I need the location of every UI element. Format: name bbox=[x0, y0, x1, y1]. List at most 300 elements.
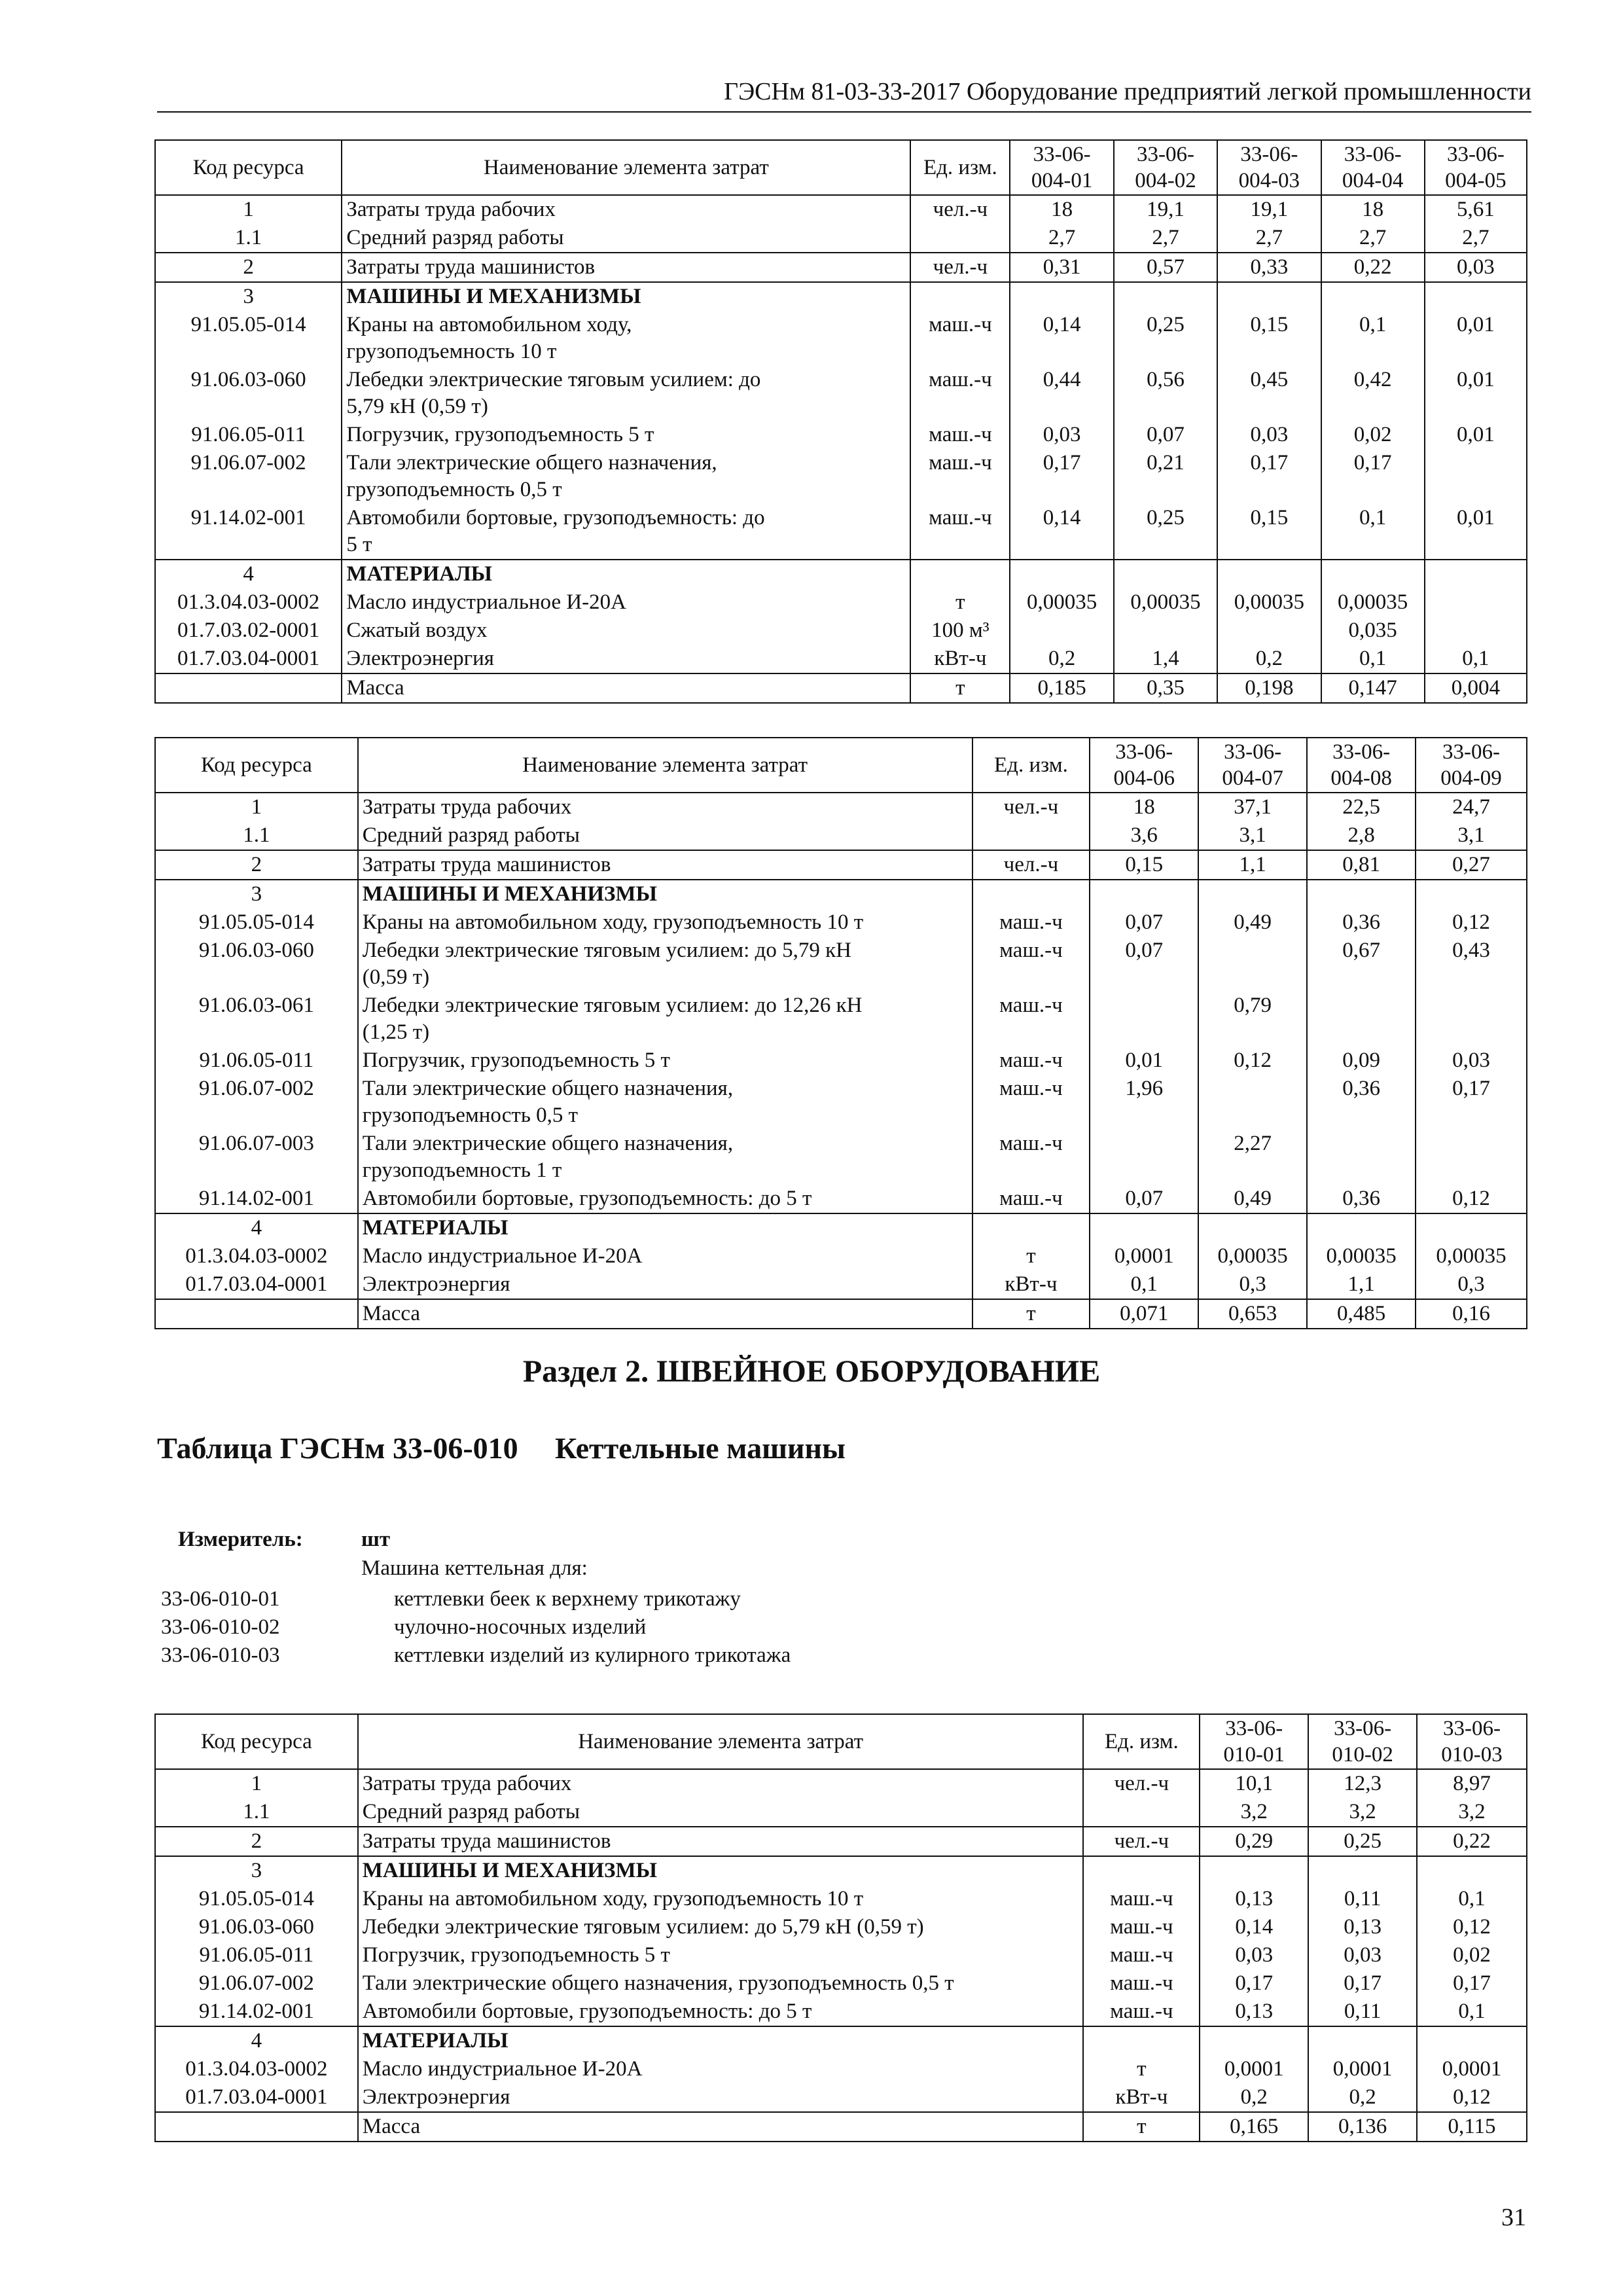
cost-item-line: МАТЕРИАЛЫ bbox=[346, 562, 493, 586]
norm-value: 10,1 bbox=[1200, 1769, 1308, 1798]
unit-of-measure bbox=[972, 1213, 1090, 1242]
cost-item-line: Средний разряд работы bbox=[362, 1800, 580, 1823]
resource-code: 91.14.02-001 bbox=[155, 1998, 358, 2026]
norm-value: 0,0001 bbox=[1417, 2055, 1527, 2083]
cost-item-name bbox=[358, 908, 972, 937]
norm-value: 0,22 bbox=[1417, 1827, 1527, 1856]
norm-value: 22,5 bbox=[1307, 793, 1416, 821]
norm-value bbox=[1198, 937, 1307, 992]
norm-value bbox=[1307, 880, 1416, 908]
table-row bbox=[155, 1827, 1527, 1856]
norm-code-suffix: 010-03 bbox=[1441, 1743, 1503, 1767]
norm-value: 12,3 bbox=[1308, 1769, 1417, 1798]
unit-of-measure: маш.-ч bbox=[910, 449, 1010, 504]
unit-of-measure: т bbox=[910, 673, 1010, 703]
resource-code: 3 bbox=[155, 880, 358, 908]
page-header: ГЭСНм 81-03-33-2017 Оборудование предприятий легкой промышленности bbox=[157, 77, 1531, 113]
variant-text: чулочно-носочных изделий bbox=[394, 1615, 647, 1639]
unit-of-measure: маш.-ч bbox=[1083, 1913, 1200, 1941]
norm-code-header bbox=[1307, 738, 1416, 793]
resource-table-010 bbox=[154, 1713, 1527, 2142]
norm-value: 0,17 bbox=[1416, 1075, 1527, 1130]
norm-value: 0,13 bbox=[1308, 1913, 1417, 1941]
cost-item-line: Средний разряд работы bbox=[346, 226, 564, 249]
unit-of-measure: маш.-ч bbox=[910, 504, 1010, 560]
unit-of-measure: маш.-ч bbox=[1083, 1969, 1200, 1998]
cost-item-name bbox=[358, 1047, 972, 1075]
norm-value bbox=[1010, 560, 1113, 588]
norm-value: 0,07 bbox=[1090, 908, 1198, 937]
measure-unit: шт bbox=[361, 1528, 391, 1551]
norm-code-prefix: 33-06- bbox=[1334, 1717, 1392, 1740]
table-row bbox=[155, 1185, 1527, 1213]
unit-header: Ед. изм. bbox=[1083, 1714, 1200, 1769]
norm-code-header bbox=[1417, 1714, 1527, 1769]
norm-value: 0,15 bbox=[1217, 311, 1321, 366]
variant-text: кеттлевки изделий из кулирного трикотажа bbox=[394, 1643, 791, 1667]
norm-value: 0,09 bbox=[1307, 1047, 1416, 1075]
norm-value bbox=[1114, 282, 1217, 311]
norm-value: 0,49 bbox=[1198, 1185, 1307, 1213]
norm-value: 0,00035 bbox=[1114, 588, 1217, 617]
norm-value: 0,42 bbox=[1321, 366, 1425, 421]
cost-item-name bbox=[358, 1998, 1084, 2026]
table-row bbox=[155, 2112, 1527, 2142]
resource-code: 91.06.07-002 bbox=[155, 449, 342, 504]
variant-row bbox=[161, 1613, 791, 1641]
table-title: Таблица ГЭСНм 33-06-010 bbox=[157, 1431, 518, 1465]
cost-item-line: Масса bbox=[346, 676, 404, 700]
norm-value bbox=[1200, 2026, 1308, 2055]
cost-item-line: Электроэнергия bbox=[346, 647, 494, 670]
norm-code-suffix: 004-08 bbox=[1330, 766, 1392, 790]
norm-value: 0,3 bbox=[1416, 1270, 1527, 1299]
cost-item-line: Тали электрические общего назначения, bbox=[362, 1077, 734, 1100]
norm-value: 0,2 bbox=[1200, 2083, 1308, 2112]
cost-item-name bbox=[358, 821, 972, 850]
norm-value: 0,25 bbox=[1114, 504, 1217, 560]
cost-item-name bbox=[358, 1130, 972, 1185]
norm-value bbox=[1090, 992, 1198, 1047]
cost-item-name bbox=[358, 1885, 1084, 1913]
page-number: 31 bbox=[1501, 2204, 1526, 2231]
norm-code-header bbox=[1198, 738, 1307, 793]
table-row bbox=[155, 2055, 1527, 2083]
norm-value: 0,35 bbox=[1114, 673, 1217, 703]
code-header: Код ресурса bbox=[155, 140, 342, 195]
cost-item-name bbox=[342, 195, 910, 224]
norm-value: 0,29 bbox=[1200, 1827, 1308, 1856]
norm-value: 0,49 bbox=[1198, 908, 1307, 937]
cost-item-line: Сжатый воздух bbox=[346, 619, 488, 642]
norm-code-prefix: 33-06- bbox=[1442, 740, 1500, 764]
norm-value: 0,00035 bbox=[1010, 588, 1113, 617]
table-row bbox=[155, 253, 1527, 282]
table-row bbox=[155, 673, 1527, 703]
norm-value: 0,14 bbox=[1200, 1913, 1308, 1941]
norm-code-suffix: 004-02 bbox=[1135, 169, 1196, 192]
norm-value: 0,12 bbox=[1416, 1185, 1527, 1213]
unit-of-measure: маш.-ч bbox=[972, 1047, 1090, 1075]
resource-code: 3 bbox=[155, 282, 342, 311]
resource-code: 1 bbox=[155, 793, 358, 821]
unit-of-measure bbox=[910, 560, 1010, 588]
unit-of-measure bbox=[972, 880, 1090, 908]
table-row bbox=[155, 224, 1527, 253]
table-row bbox=[155, 2026, 1527, 2055]
table-row bbox=[155, 1941, 1527, 1969]
resource-code: 91.06.03-060 bbox=[155, 366, 342, 421]
norm-value bbox=[1010, 617, 1113, 645]
norm-value: 0,11 bbox=[1308, 1885, 1417, 1913]
norm-value: 0,27 bbox=[1416, 850, 1527, 880]
table-row bbox=[155, 504, 1527, 560]
norm-code-suffix: 004-05 bbox=[1445, 169, 1507, 192]
measure-label: Измеритель: bbox=[178, 1528, 303, 1551]
norm-value: 0,12 bbox=[1417, 2083, 1527, 2112]
cost-item-line: грузоподъемность 1 т bbox=[362, 1158, 562, 1182]
unit-of-measure: маш.-ч bbox=[972, 937, 1090, 992]
unit-of-measure: маш.-ч bbox=[972, 1075, 1090, 1130]
resource-code: 01.3.04.03-0002 bbox=[155, 588, 342, 617]
table-row bbox=[155, 1047, 1527, 1075]
table-row bbox=[155, 850, 1527, 880]
unit-of-measure: маш.-ч bbox=[1083, 1885, 1200, 1913]
norm-value bbox=[1010, 282, 1113, 311]
norm-value: 0,11 bbox=[1308, 1998, 1417, 2026]
norm-value: 0,31 bbox=[1010, 253, 1113, 282]
norm-value bbox=[1090, 1213, 1198, 1242]
resource-code: 01.7.03.04-0001 bbox=[155, 2083, 358, 2112]
resource-code: 1 bbox=[155, 1769, 358, 1798]
norm-value: 0,01 bbox=[1425, 366, 1527, 421]
table-row bbox=[155, 645, 1527, 673]
resource-code: 91.06.05-011 bbox=[155, 1941, 358, 1969]
code-header: Код ресурса bbox=[155, 1714, 358, 1769]
section-title: Раздел 2. ШВЕЙНОЕ ОБОРУДОВАНИЕ bbox=[522, 1354, 1101, 1389]
table-row bbox=[155, 2083, 1527, 2112]
norm-value: 18 bbox=[1010, 195, 1113, 224]
cost-item-line: Затраты труда рабочих bbox=[362, 1772, 572, 1795]
norm-value bbox=[1114, 617, 1217, 645]
unit-of-measure: маш.-ч bbox=[972, 992, 1090, 1047]
norm-value: 2,7 bbox=[1321, 224, 1425, 253]
norm-code-prefix: 33-06- bbox=[1033, 143, 1091, 166]
resource-code: 4 bbox=[155, 560, 342, 588]
norm-code-header bbox=[1217, 140, 1321, 195]
norm-value: 0,653 bbox=[1198, 1299, 1307, 1329]
norm-value bbox=[1090, 880, 1198, 908]
unit-of-measure bbox=[1083, 1798, 1200, 1827]
norm-code-suffix: 010-02 bbox=[1332, 1743, 1393, 1767]
cost-item-line: Масло индустриальное И-20А bbox=[362, 2057, 643, 2081]
resource-code: 3 bbox=[155, 1856, 358, 1885]
cost-item-name bbox=[342, 645, 910, 673]
norm-value: 0,07 bbox=[1090, 937, 1198, 992]
norm-value: 0,485 bbox=[1307, 1299, 1416, 1329]
cost-item-line: Затраты труда рабочих bbox=[346, 198, 556, 221]
norm-value: 0,17 bbox=[1321, 449, 1425, 504]
cost-item-name bbox=[358, 1941, 1084, 1969]
cost-item-name bbox=[358, 1185, 972, 1213]
norm-value: 0,00035 bbox=[1307, 1242, 1416, 1270]
norm-value: 0,56 bbox=[1114, 366, 1217, 421]
norm-value: 0,00035 bbox=[1217, 588, 1321, 617]
norm-value: 0,03 bbox=[1217, 421, 1321, 449]
norm-value: 2,7 bbox=[1217, 224, 1321, 253]
cost-item-line: Погрузчик, грузоподъемность 5 т bbox=[346, 423, 654, 446]
cost-item-line: Масло индустриальное И-20А bbox=[362, 1244, 643, 1268]
unit-of-measure: т bbox=[1083, 2055, 1200, 2083]
cost-item-name bbox=[358, 1913, 1084, 1941]
cost-item-name bbox=[342, 588, 910, 617]
table-row bbox=[155, 1075, 1527, 1130]
cost-item-line: Тали электрические общего назначения, грузоподъемность 0,5 т bbox=[362, 1971, 954, 1995]
norm-value: 3,6 bbox=[1090, 821, 1198, 850]
norm-value: 0,67 bbox=[1307, 937, 1416, 992]
cost-item-line: Масло индустриальное И-20А bbox=[346, 590, 626, 614]
resource-code: 2 bbox=[155, 253, 342, 282]
norm-value bbox=[1217, 282, 1321, 311]
code-header: Код ресурса bbox=[155, 738, 358, 793]
norm-value: 0,07 bbox=[1114, 421, 1217, 449]
table-row bbox=[155, 1242, 1527, 1270]
norm-value: 0,03 bbox=[1425, 253, 1527, 282]
norm-value: 0,2 bbox=[1010, 645, 1113, 673]
norm-code-header bbox=[1114, 140, 1217, 195]
norm-value bbox=[1425, 588, 1527, 617]
cost-item-line: Лебедки электрические тяговым усилием: до 5,79 кН (0,59 т) bbox=[362, 1915, 924, 1939]
unit-of-measure: маш.-ч bbox=[1083, 1998, 1200, 2026]
table-row bbox=[155, 421, 1527, 449]
resource-code: 2 bbox=[155, 850, 358, 880]
norm-value: 0,13 bbox=[1200, 1885, 1308, 1913]
norm-value: 3,1 bbox=[1198, 821, 1307, 850]
cost-item-line: Затраты труда рабочих bbox=[362, 795, 572, 819]
norm-value: 0,02 bbox=[1417, 1941, 1527, 1969]
norm-value: 18 bbox=[1321, 195, 1425, 224]
norm-value bbox=[1425, 560, 1527, 588]
norm-value: 0,43 bbox=[1416, 937, 1527, 992]
norm-value: 18 bbox=[1090, 793, 1198, 821]
norm-code-prefix: 33-06- bbox=[1115, 740, 1173, 764]
resource-code: 1.1 bbox=[155, 1798, 358, 1827]
norm-value bbox=[1416, 1213, 1527, 1242]
norm-value: 0,1 bbox=[1417, 1885, 1527, 1913]
resource-code: 91.05.05-014 bbox=[155, 311, 342, 366]
header-row bbox=[155, 738, 1527, 793]
cost-item-line: Автомобили бортовые, грузоподъемность: до 5 т bbox=[362, 1187, 812, 1210]
norm-value bbox=[1425, 282, 1527, 311]
norm-value bbox=[1198, 880, 1307, 908]
norm-value: 0,0001 bbox=[1200, 2055, 1308, 2083]
norm-value: 3,2 bbox=[1200, 1798, 1308, 1827]
cost-item-name bbox=[358, 1798, 1084, 1827]
unit-of-measure: т bbox=[910, 588, 1010, 617]
unit-of-measure: маш.-ч bbox=[972, 1185, 1090, 1213]
table-row bbox=[155, 880, 1527, 908]
norm-code-suffix: 004-07 bbox=[1222, 766, 1283, 790]
norm-code-header bbox=[1425, 140, 1527, 195]
cost-item-name bbox=[358, 1242, 972, 1270]
norm-code-header bbox=[1321, 140, 1425, 195]
unit-of-measure: кВт-ч bbox=[1083, 2083, 1200, 2112]
norm-value: 5,61 bbox=[1425, 195, 1527, 224]
resource-code: 91.06.07-002 bbox=[155, 1075, 358, 1130]
norm-code-suffix: 010-01 bbox=[1223, 1743, 1285, 1767]
cost-item-line: МАШИНЫ И МЕХАНИЗМЫ bbox=[346, 285, 641, 308]
table-row bbox=[155, 992, 1527, 1047]
table-row bbox=[155, 1130, 1527, 1185]
table-row bbox=[155, 449, 1527, 504]
norm-value: 0,1 bbox=[1090, 1270, 1198, 1299]
unit-of-measure bbox=[1083, 1856, 1200, 1885]
norm-value: 8,97 bbox=[1417, 1769, 1527, 1798]
cost-item-line: Автомобили бортовые, грузоподъемность: до bbox=[346, 506, 765, 529]
table-row bbox=[155, 560, 1527, 588]
resource-code bbox=[155, 673, 342, 703]
variant-code: 33-06-010-02 bbox=[161, 1615, 280, 1639]
norm-code-suffix: 004-04 bbox=[1342, 169, 1404, 192]
table-row bbox=[155, 821, 1527, 850]
norm-value bbox=[1417, 2026, 1527, 2055]
norm-code-prefix: 33-06- bbox=[1443, 1717, 1501, 1740]
cost-item-line: Электроэнергия bbox=[362, 2085, 510, 2109]
norm-value: 0,03 bbox=[1308, 1941, 1417, 1969]
resource-code: 01.7.03.02-0001 bbox=[155, 617, 342, 645]
norm-value: 0,1 bbox=[1425, 645, 1527, 673]
norm-value bbox=[1307, 1213, 1416, 1242]
cost-item-line: Автомобили бортовые, грузоподъемность: до 5 т bbox=[362, 2000, 812, 2023]
name-header: Наименование элемента затрат bbox=[342, 140, 910, 195]
norm-code-suffix: 004-03 bbox=[1238, 169, 1300, 192]
unit-of-measure: т bbox=[1083, 2112, 1200, 2142]
norm-value bbox=[1114, 560, 1217, 588]
cost-item-name bbox=[358, 1856, 1084, 1885]
norm-code-prefix: 33-06- bbox=[1344, 143, 1402, 166]
norm-value: 0,17 bbox=[1217, 449, 1321, 504]
norm-value: 0,15 bbox=[1217, 504, 1321, 560]
norm-value: 0,03 bbox=[1416, 1047, 1527, 1075]
norm-value: 0,79 bbox=[1198, 992, 1307, 1047]
norm-value: 0,115 bbox=[1417, 2112, 1527, 2142]
norm-value: 0,03 bbox=[1010, 421, 1113, 449]
cost-item-name bbox=[358, 1075, 972, 1130]
norm-value: 0,071 bbox=[1090, 1299, 1198, 1329]
norm-value: 2,7 bbox=[1114, 224, 1217, 253]
norm-value: 0,25 bbox=[1308, 1827, 1417, 1856]
cost-item-name bbox=[342, 282, 910, 311]
cost-item-name bbox=[342, 421, 910, 449]
norm-code-suffix: 004-01 bbox=[1031, 169, 1093, 192]
cost-item-name bbox=[358, 1213, 972, 1242]
norm-value: 1,1 bbox=[1307, 1270, 1416, 1299]
cost-item-name bbox=[358, 937, 972, 992]
norm-value: 0,0001 bbox=[1308, 2055, 1417, 2083]
cost-item-line: Тали электрические общего назначения, bbox=[362, 1132, 734, 1155]
table-row bbox=[155, 1798, 1527, 1827]
cost-item-line: Краны на автомобильном ходу, грузоподъемность 10 т bbox=[362, 910, 864, 934]
norm-value: 0,00035 bbox=[1321, 588, 1425, 617]
norm-value bbox=[1308, 1856, 1417, 1885]
resource-code: 2 bbox=[155, 1827, 358, 1856]
table-row bbox=[155, 793, 1527, 821]
table-row bbox=[155, 1913, 1527, 1941]
norm-value: 0,33 bbox=[1217, 253, 1321, 282]
norm-value: 0,004 bbox=[1425, 673, 1527, 703]
variant-row bbox=[161, 1585, 791, 1613]
cost-item-line: Погрузчик, грузоподъемность 5 т bbox=[362, 1049, 670, 1072]
table-row bbox=[155, 311, 1527, 366]
cost-item-line: Краны на автомобильном ходу, грузоподъемность 10 т bbox=[362, 1887, 864, 1910]
norm-value: 0,21 bbox=[1114, 449, 1217, 504]
norm-value: 0,3 bbox=[1198, 1270, 1307, 1299]
cost-item-line: Электроэнергия bbox=[362, 1272, 510, 1296]
norm-value: 0,45 bbox=[1217, 366, 1321, 421]
table-row bbox=[155, 195, 1527, 224]
table-row bbox=[155, 908, 1527, 937]
cost-item-line: грузоподъемность 0,5 т bbox=[362, 1103, 579, 1127]
norm-value: 0,1 bbox=[1321, 645, 1425, 673]
norm-value: 0,198 bbox=[1217, 673, 1321, 703]
cost-item-line: МАШИНЫ И МЕХАНИЗМЫ bbox=[362, 882, 657, 906]
norm-value: 0,07 bbox=[1090, 1185, 1198, 1213]
unit-of-measure: маш.-ч bbox=[1083, 1941, 1200, 1969]
resource-code: 4 bbox=[155, 2026, 358, 2055]
table-row bbox=[155, 1299, 1527, 1329]
table-row bbox=[155, 937, 1527, 992]
norm-value bbox=[1217, 617, 1321, 645]
norm-value: 0,0001 bbox=[1090, 1242, 1198, 1270]
cost-item-name bbox=[342, 366, 910, 421]
norm-value: 0,165 bbox=[1200, 2112, 1308, 2142]
norm-value: 0,1 bbox=[1417, 1998, 1527, 2026]
resource-table-004-01-05 bbox=[154, 139, 1527, 704]
table-row bbox=[155, 1769, 1527, 1798]
norm-value: 19,1 bbox=[1114, 195, 1217, 224]
unit-of-measure: т bbox=[972, 1299, 1090, 1329]
norm-value: 3,1 bbox=[1416, 821, 1527, 850]
norm-value: 0,57 bbox=[1114, 253, 1217, 282]
norm-value: 0,36 bbox=[1307, 1185, 1416, 1213]
norm-value: 3,2 bbox=[1417, 1798, 1527, 1827]
unit-of-measure: маш.-ч bbox=[910, 366, 1010, 421]
norm-value bbox=[1416, 1130, 1527, 1185]
norm-value: 0,36 bbox=[1307, 1075, 1416, 1130]
cost-item-line: Краны на автомобильном ходу, bbox=[346, 313, 632, 336]
name-header: Наименование элемента затрат bbox=[358, 738, 972, 793]
norm-value: 0,14 bbox=[1010, 311, 1113, 366]
name-header: Наименование элемента затрат bbox=[358, 1714, 1084, 1769]
table-row bbox=[155, 366, 1527, 421]
table-row bbox=[155, 1969, 1527, 1998]
resource-code: 1.1 bbox=[155, 224, 342, 253]
norm-value bbox=[1198, 1075, 1307, 1130]
norm-value: 0,14 bbox=[1010, 504, 1113, 560]
norm-value: 0,12 bbox=[1198, 1047, 1307, 1075]
resource-code: 4 bbox=[155, 1213, 358, 1242]
norm-value: 0,03 bbox=[1200, 1941, 1308, 1969]
resource-code: 01.3.04.03-0002 bbox=[155, 1242, 358, 1270]
resource-code: 91.06.03-061 bbox=[155, 992, 358, 1047]
mass-label bbox=[358, 2112, 1084, 2142]
cost-item-line: Лебедки электрические тяговым усилием: до 5,79 кН bbox=[362, 939, 851, 962]
norm-value bbox=[1090, 1130, 1198, 1185]
cost-item-line: Затраты труда машинистов bbox=[346, 255, 596, 279]
cost-item-name bbox=[358, 2026, 1084, 2055]
norm-value: 0,035 bbox=[1321, 617, 1425, 645]
table-row bbox=[155, 1998, 1527, 2026]
